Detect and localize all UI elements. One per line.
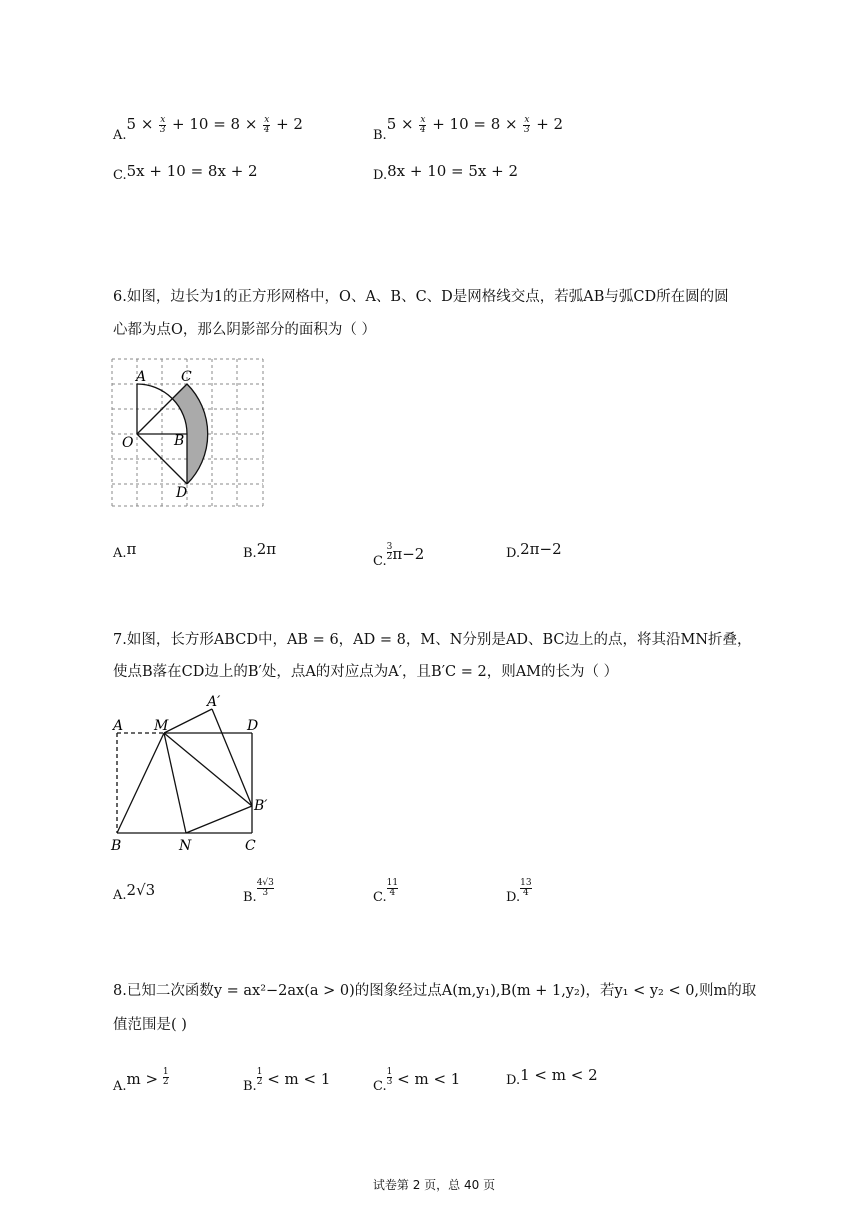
q7-label-b: B	[111, 838, 122, 854]
page-footer: 试卷第 2 页，总 40 页	[372, 1178, 496, 1192]
q7-label-a-prime: A′	[207, 694, 221, 710]
q8-option-b: B. $\frac{1}{2}$ < m < 1	[243, 1067, 331, 1094]
q5-option-d: D.8x + 10 = 5x + 2	[373, 162, 519, 183]
q7-label-n: N	[179, 838, 192, 854]
q7-label-d: D	[247, 718, 259, 734]
q6-stem-line1: 6.如图，边长为1的正方形网格中，O、A、B、C、D是网格线交点，若弧AB与弧CD所在圆的圆	[113, 289, 729, 305]
q7-label-m: M	[154, 718, 169, 734]
q5-option-b: B.5 × $\frac{x}{4}$ + 10 = 8 × $\frac{x}{3}$ + 2	[373, 114, 564, 143]
q6-option-a: A.π	[113, 540, 137, 561]
q6-label-b: B	[174, 433, 185, 449]
q5-option-a: A.5 × $\frac{x}{3}$ + 10 = 8 × $\frac{x}{4}$ + 2	[113, 114, 303, 143]
q7-stem-line2: 使点B落在CD边上的B′处，点A的对应点为A′，且B′C = 2，则AM的长为（ ）	[113, 664, 619, 680]
q7-label-a: A	[113, 718, 124, 734]
q7-option-a: A.2√3	[113, 881, 156, 903]
q7-lines	[117, 709, 252, 833]
q7-stem-line1: 7.如图，长方形ABCD中，AB = 6，AD = 8，M、N分别是AD、BC边上的点，将其沿MN折叠，	[113, 632, 752, 648]
q6-figure	[108, 355, 268, 510]
q6-option-b: B.2π	[243, 540, 277, 561]
q7-label-c: C	[245, 838, 256, 854]
q8-option-d: D.1 < m < 2	[506, 1066, 598, 1088]
q6-label-a: A	[136, 369, 147, 385]
q8-stem-line2: 值范围是( )	[113, 1017, 187, 1033]
q6-stem-line2: 心都为点O，那么阴影部分的面积为（ ）	[113, 322, 376, 338]
q8-option-a: A.m > $\frac{1}{2}$	[113, 1067, 169, 1094]
q7-option-c: C. $\frac{11}{4}$	[373, 878, 399, 905]
q7-option-b: B. $\frac{4√3}{3}$	[243, 878, 274, 905]
q8-option-c: C. $\frac{1}{3}$ < m < 1	[373, 1067, 461, 1094]
q6-label-c: C	[181, 369, 192, 385]
q8-stem-line1: 8.已知二次函数y = ax²−2ax(a > 0)的图象经过点A(m,y₁),B(m + 1,y₂)，若y₁ < y₂ < 0,则m的取	[113, 983, 757, 999]
q6-label-d: D	[176, 485, 188, 501]
q7-option-d: D. $\frac{13}{4}$	[506, 878, 532, 905]
q7-figure	[108, 692, 278, 857]
q7-label-b-prime: B′	[254, 798, 268, 814]
q6-label-o: O	[122, 435, 134, 451]
q6-option-d: D.2π−2	[506, 540, 562, 561]
q5-option-c: C.5x + 10 = 8x + 2	[113, 162, 258, 183]
q6-option-c: C. $\frac{3}{2}$ π−2	[373, 542, 425, 569]
